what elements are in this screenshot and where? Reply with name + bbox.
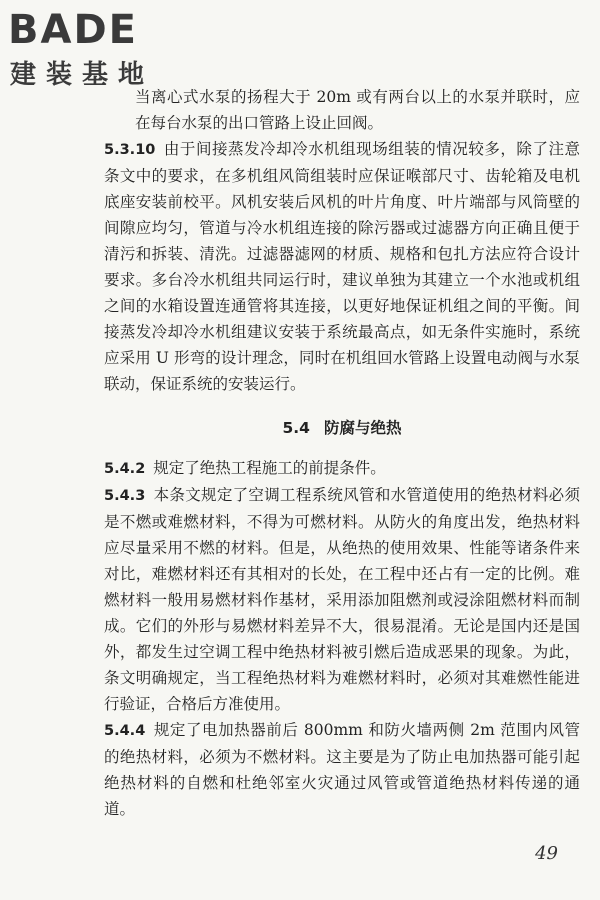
logo-word: BADE <box>8 7 138 53</box>
paragraph-text: 当离心式水泵的扬程大于 20m 或有两台以上的水泵并联时，应在每台水泵的出口管路上设止回阀。 <box>135 88 580 132</box>
section-number: 5.4 <box>282 419 310 437</box>
section-title: 防腐与绝热 <box>323 419 402 437</box>
paragraph-text: 本条文规定了空调工程系统风管和水管道使用的绝热材料必须是不燃或难燃材料，不得为可燃材料。从防火的角度出发，绝热材料应尽量采用不燃的材料。但是，从绝热的使用效果、性能等诸条件来对比，难燃材料还有其相对的长处，在工程中还占有一定的比例。难燃材料一般用易燃材料作基材，采用添加阻燃剂或浸涂阻燃材料而制成。它们的外形与易燃材料差异不大，很易混淆。无论是国内还是国外，都发生过空调工程中绝热材料被引燃后造成恶果的现象。为此，条文明确规定，当工程绝热材料为难燃材料时，必须对其难燃性能进行验证，合格后方准使用。 <box>104 486 580 713</box>
paragraph-5-3-10 <box>104 136 580 397</box>
paragraph-text: 规定了电加热器前后 800mm 和防火墙两侧 2m 范围内风管的绝热材料，必须为不燃材料。这主要是为了防止电加热器可能引起绝热材料的自燃和杜绝邻室火灾通过风管或管道绝热材料传递的通道。 <box>104 721 580 818</box>
paragraph-5-4-2 <box>104 455 580 482</box>
clause-number: 5.4.4 <box>104 723 146 739</box>
logo-chinese: 建装基地 <box>10 60 155 90</box>
clause-number: 5.4.2 <box>104 461 146 477</box>
paragraph-5-4-3 <box>104 482 580 717</box>
page-content <box>104 84 580 822</box>
paragraph-continuation <box>104 84 580 136</box>
paragraph-5-4-4 <box>104 717 580 822</box>
page-number: 49 <box>535 843 558 864</box>
paragraph-text: 规定了绝热工程施工的前提条件。 <box>153 459 386 477</box>
paragraph-text: 由于间接蒸发冷却冷水机组现场组装的情况较多，除了注意条文中的要求，在多机组风筒组装时应保证喉部尺寸、齿轮箱及电机底座安装前校平。风机安装后风机的叶片角度、叶片端部与风筒壁的间隙应均匀，管道与冷水机组连接的除污器或过滤器方向正确且便于清污和拆装、清洗。过滤器滤网的材质、规格和包扎方法应符合设计要求。多台冷水机组共同运行时，建议单独为其建立一个水池或机组之间的水箱设置连通管将其连接，以更好地保证机组之间的平衡。间接蒸发冷却冷水机组建议安装于系统最高点，如无条件实施时，系统应采用 U 形弯的设计理念，同时在机组回水管路上设置电动阀与水泵联动，保证系统的安装运行。 <box>104 140 580 393</box>
clause-number: 5.4.3 <box>104 488 146 504</box>
section-heading <box>104 415 580 441</box>
clause-number: 5.3.10 <box>104 142 156 158</box>
